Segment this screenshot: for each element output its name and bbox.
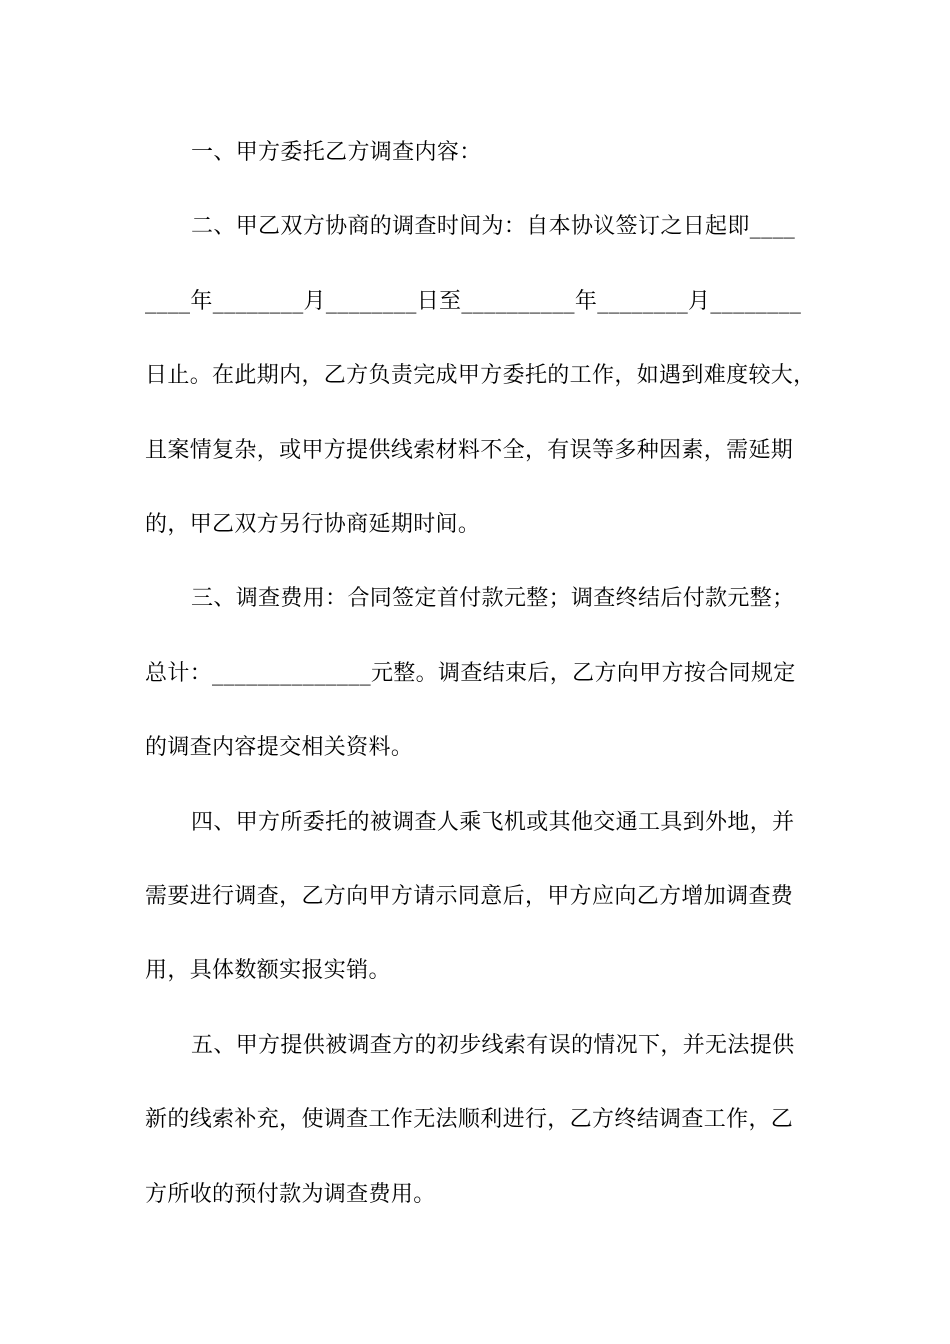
clause-2-line-4: 且案情复杂，或甲方提供线索材料不全，有误等多种因素，需延期 [145, 438, 794, 463]
clause-3-line-2: 总计：______________元整。调查结束后，乙方向甲方按合同规定 [145, 661, 796, 686]
clause-5-line-2: 新的线索补充，使调查工作无法顺利进行，乙方终结调查工作，乙 [145, 1107, 794, 1132]
clause-3-line-1: 三、调查费用：合同签定首付款元整；调查终结后付款元整； [191, 586, 795, 611]
clause-4-line-1: 四、甲方所委托的被调查人乘飞机或其他交通工具到外地，并 [191, 810, 795, 835]
clause-2-line-3: 日止。在此期内，乙方负责完成甲方委托的工作，如遇到难度较大， [145, 363, 816, 388]
clause-2-line-5: 的，甲乙双方另行协商延期时间。 [145, 512, 481, 537]
clause-4-line-3: 用，具体数额实报实销。 [145, 958, 391, 983]
clause-5-line-1: 五、甲方提供被调查方的初步线索有误的情况下，并无法提供 [191, 1033, 795, 1058]
clause-4-line-2: 需要进行调查，乙方向甲方请示同意后，甲方应向乙方增加调查费 [145, 884, 794, 909]
clause-2-line-1: 二、甲乙双方协商的调查时间为：自本协议签订之日起即____ [191, 214, 796, 239]
clause-2-line-2: ____年________月________日至__________年________月________ [145, 289, 802, 314]
clause-1-heading: 一、甲方委托乙方调查内容： [191, 140, 482, 165]
clause-5-line-3: 方所收的预付款为调查费用。 [145, 1182, 436, 1207]
clause-3-line-3: 的调查内容提交相关资料。 [145, 735, 414, 760]
